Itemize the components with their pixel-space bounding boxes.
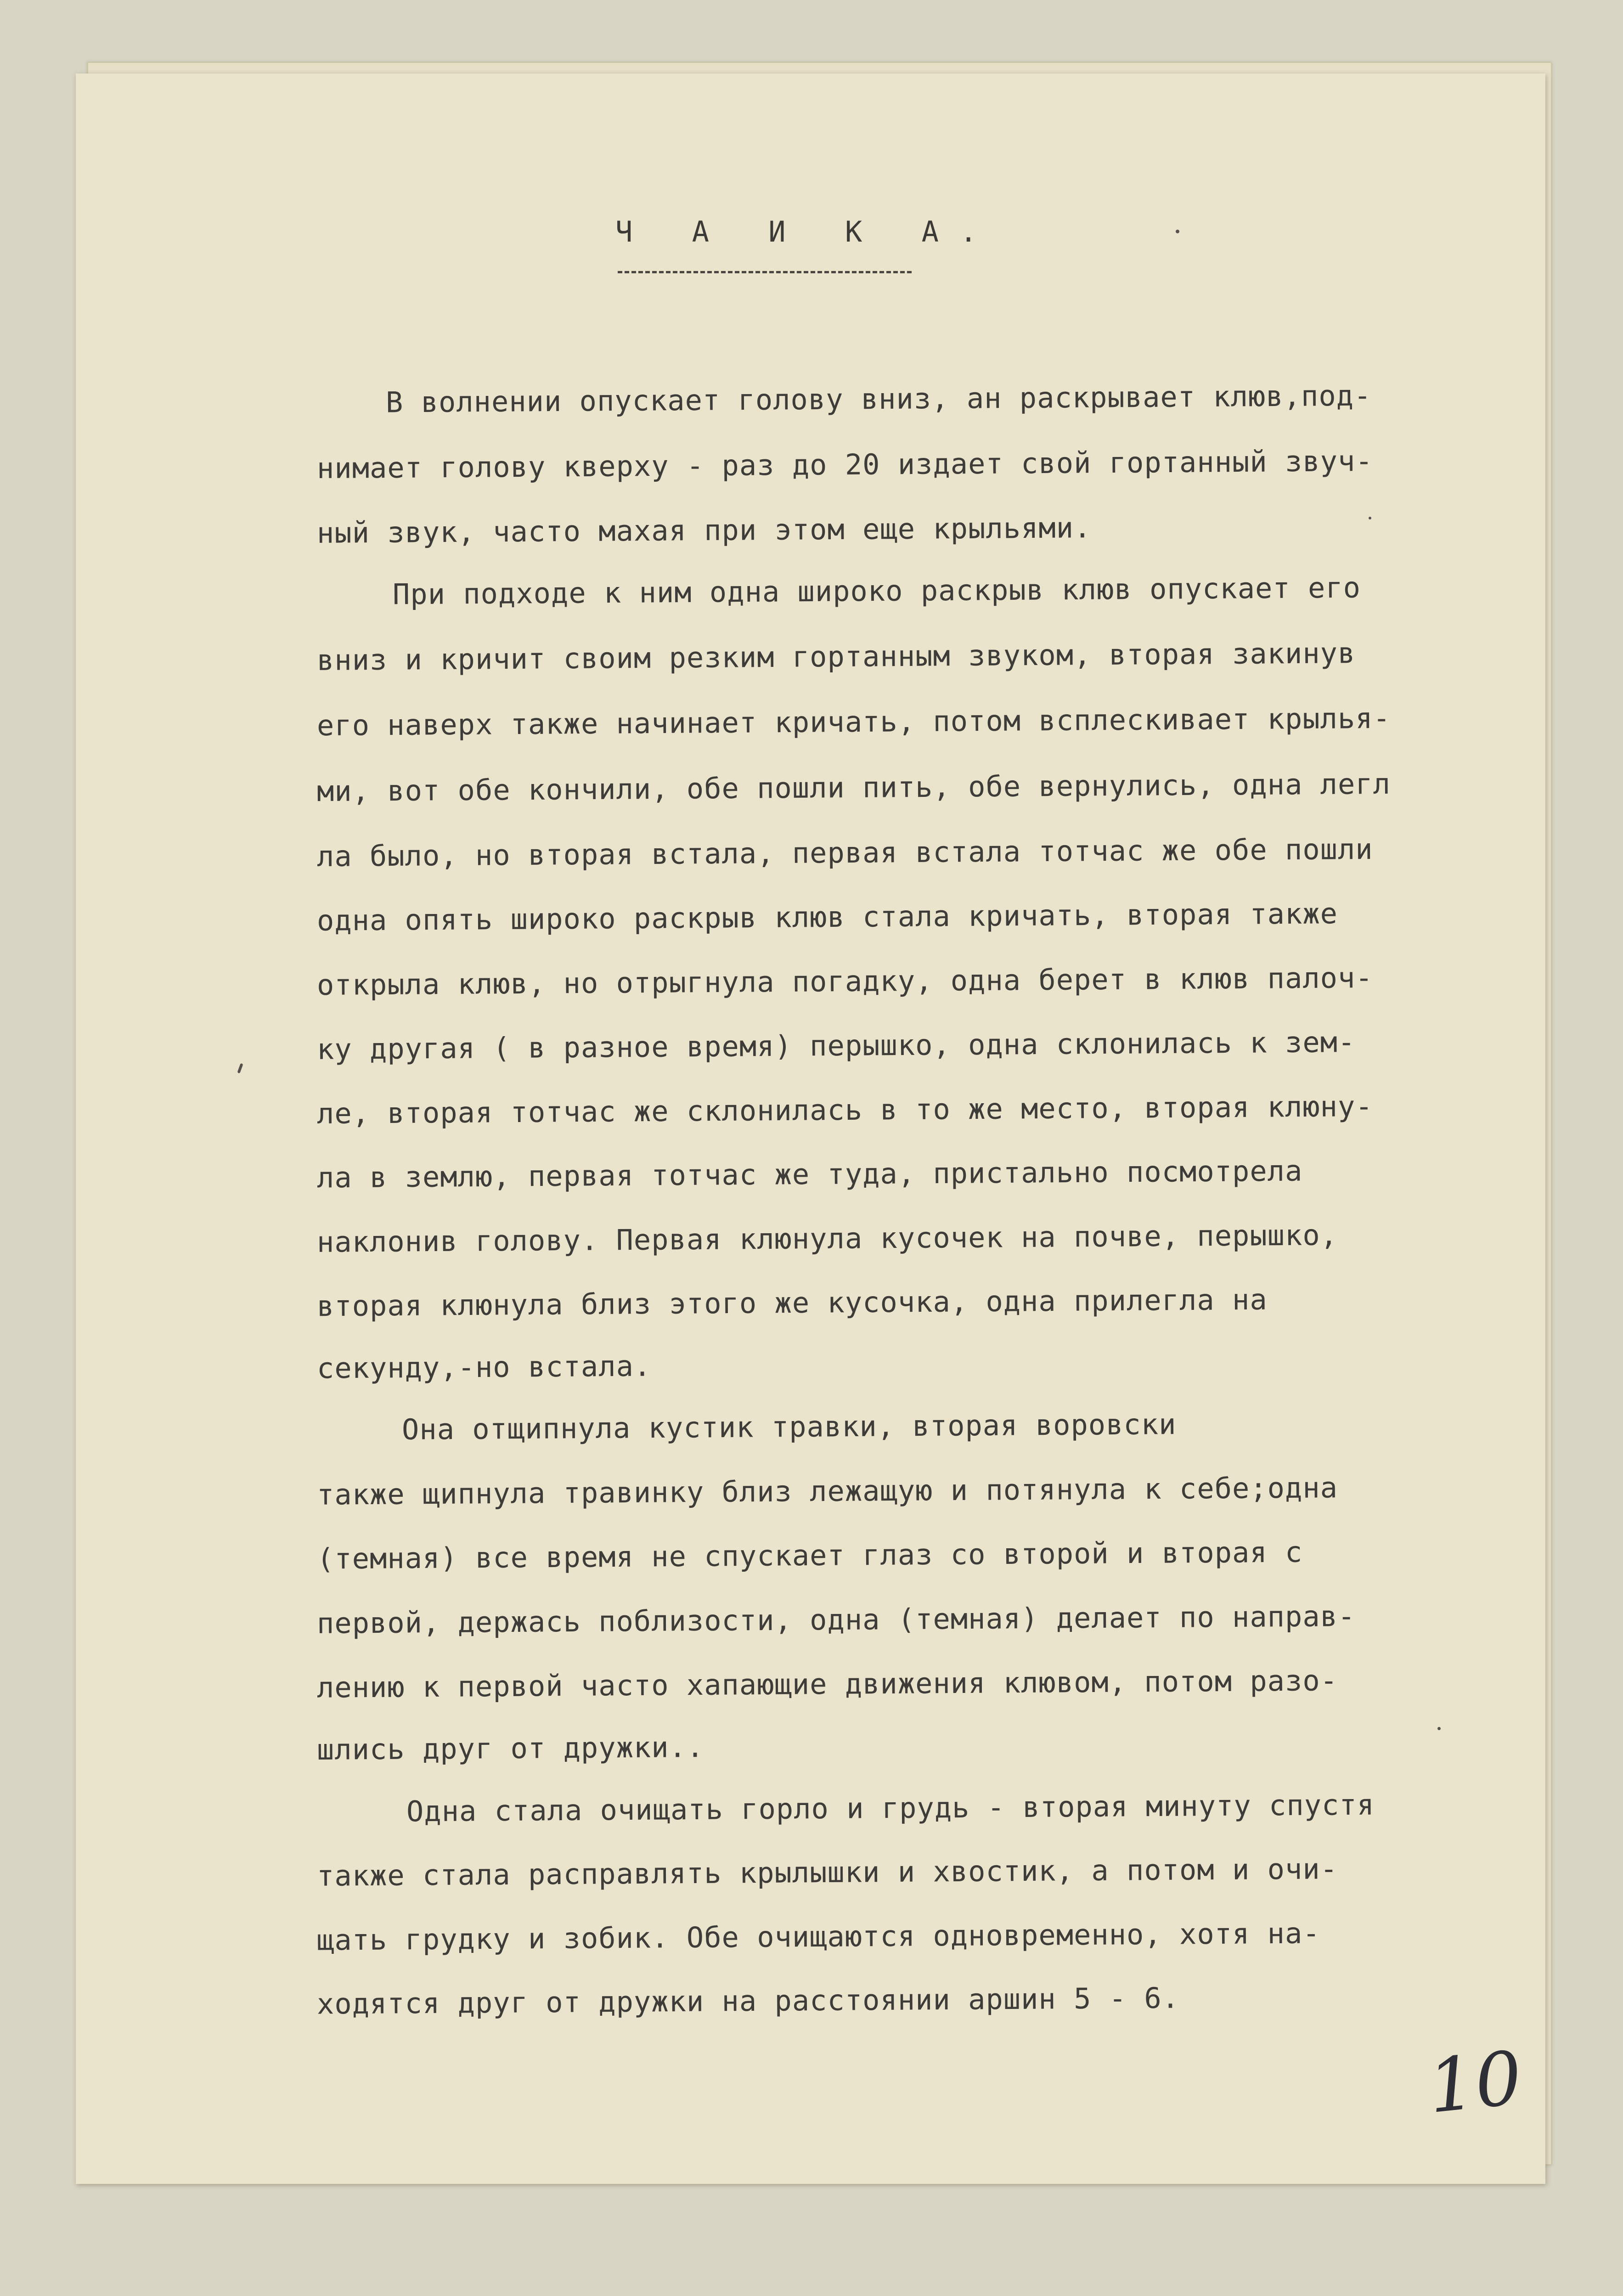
text-line: щать грудку и зобик. Обе очищаются одновременно, хотя на- bbox=[316, 1916, 1320, 1957]
text-line: шлись друг от дружки.. bbox=[316, 1730, 704, 1766]
paper-speck bbox=[1176, 230, 1179, 233]
text-line: первой, держась поблизости, одна (темная) делает по направ- bbox=[316, 1599, 1356, 1640]
text-line: открыла клюв, но отрыгнула погадку, одна берет в клюв палоч- bbox=[316, 960, 1373, 1002]
text-line: ку другая ( в разное время) перышко, одна склонилась к зем- bbox=[316, 1025, 1356, 1066]
text-line: Одна стала очищать горло и грудь - вторая минуту спустя bbox=[406, 1788, 1375, 1828]
text-line: секунду,-но встала. bbox=[316, 1349, 652, 1385]
text-line: При подходе к ним одна широко раскрыв клюв опускает его bbox=[392, 570, 1361, 611]
text-line: также щипнула травинку близ лежащую и потянула к себе;одна bbox=[316, 1471, 1338, 1512]
document-title: Ч А И К А. bbox=[615, 215, 998, 248]
text-line: лению к первой часто хапающие движения клювом, потом разо- bbox=[316, 1664, 1338, 1704]
paper-speck bbox=[1437, 1727, 1441, 1730]
text-line: наклонив голову. Первая клюнула кусочек на почве, перышко, bbox=[316, 1218, 1338, 1259]
text-line: ходятся друг от дружки на расстоянии аршин 5 - 6. bbox=[316, 1981, 1180, 2021]
title-underline bbox=[618, 271, 912, 273]
text-line: (темная) все время не спускает глаз со второй и вторая с bbox=[316, 1535, 1303, 1576]
text-line: вторая клюнула близ этого же кусочка, одна прилегла на bbox=[316, 1282, 1268, 1323]
text-line: его наверх также начинает кричать, потом всплескивает крылья- bbox=[316, 701, 1391, 743]
text-line: вниз и кричит своим резким гортанным звуком, вторая закинув bbox=[316, 636, 1356, 677]
handwritten-page-number: 10 bbox=[1424, 2034, 1526, 2130]
text-line: ле, вторая тотчас же склонилась в то же место, вторая клюну- bbox=[316, 1089, 1373, 1131]
text-line: ный звук, часто махая при этом еще крыльями. bbox=[316, 511, 1092, 550]
text-line: ла в землю, первая тотчас же туда, пристально посмотрела bbox=[316, 1154, 1303, 1195]
text-line: нимает голову кверху - раз до 20 издает свой гортанный звуч- bbox=[316, 444, 1373, 485]
text-line: ла было, но вторая встала, первая встала тотчас же обе пошли bbox=[316, 832, 1373, 874]
text-line: также стала расправлять крылышки и хвостик, а потом и очи- bbox=[316, 1852, 1338, 1893]
text-line: Она отщипнула кустик травки, вторая воровски bbox=[401, 1407, 1177, 1446]
text-line: одна опять широко раскрыв клюв стала кричать, вторая также bbox=[316, 897, 1338, 937]
paper-speck bbox=[1369, 517, 1371, 519]
text-line: ми, вот обе кончили, обе пошли пить, обе вернулись, одна легл bbox=[316, 767, 1391, 808]
text-line: В волнении опускает голову вниз, ан раскрывает клюв,под- bbox=[385, 378, 1372, 419]
